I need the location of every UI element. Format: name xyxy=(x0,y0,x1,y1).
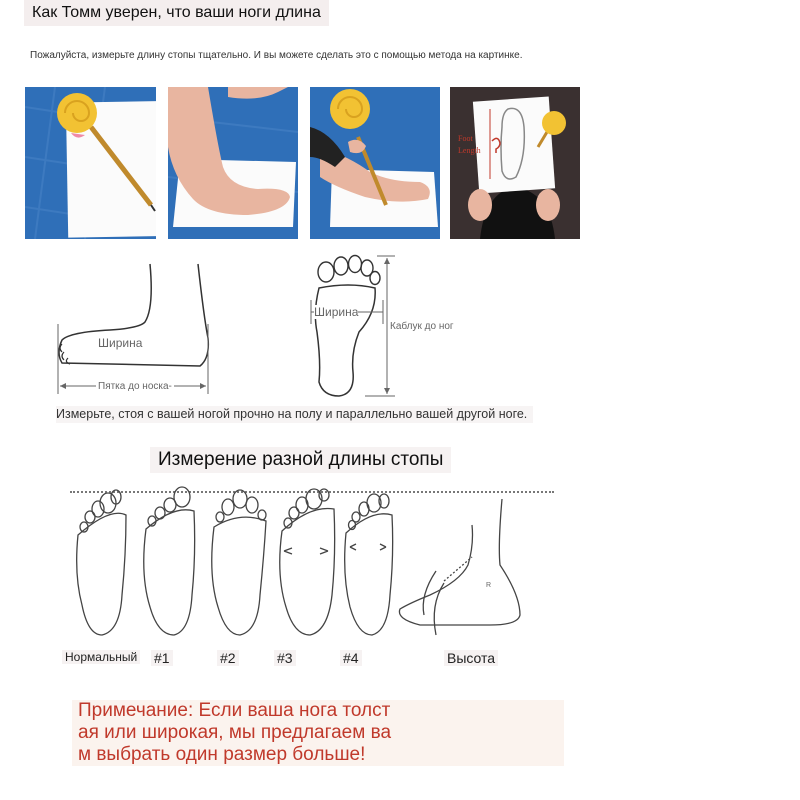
height-marker: R xyxy=(486,582,492,589)
sole-length-label: Каблук до ног xyxy=(390,321,454,332)
page-title: Как Томм уверен, что ваши ноги длина xyxy=(24,0,329,26)
foot-type-label-normal: Нормальный xyxy=(62,650,140,664)
side-foot-diagram xyxy=(50,258,220,398)
foot-type-1-icon xyxy=(144,487,195,635)
measure-note: Измерьте, стоя с вашей ногой прочно на полу и параллельно вашей другой ноге. xyxy=(56,406,533,423)
side-width-label: Ширина xyxy=(98,336,143,350)
note-line: ая или широкая, мы предлагаем ва xyxy=(78,722,392,743)
foot-type-2-icon xyxy=(212,490,266,635)
foot-type-label-2: #2 xyxy=(217,650,239,666)
instruction-text: Пожалуйста, измерьте длину стопы тщательно. И вы можете сделать это с помощью метода на картинке. xyxy=(30,50,523,61)
photo-tracing-foot xyxy=(310,87,440,239)
photo-foot-on-paper xyxy=(168,87,298,239)
note-line: Примечание: Если ваша нога толст xyxy=(78,700,391,721)
photo-paper-pen-icon xyxy=(25,87,156,239)
section-title: Измерение разной длины стопы xyxy=(150,447,451,473)
foot-normal-icon xyxy=(77,490,126,635)
foot-type-label-4: #4 xyxy=(340,650,362,666)
photo-foot-length-icon xyxy=(450,87,580,239)
foot-type-label-height: Высота xyxy=(444,650,498,666)
foot-types-diagram xyxy=(60,485,540,645)
photo-tracing-foot-icon xyxy=(310,87,440,239)
foot-type-label-1: #1 xyxy=(151,650,173,666)
photo-foot-length xyxy=(450,87,580,239)
photo-paper-pen xyxy=(25,87,156,239)
foot-height-icon xyxy=(399,499,520,635)
foot-type-4-icon xyxy=(345,494,393,635)
note-line: м выбрать один размер больше! xyxy=(78,744,366,765)
size-note xyxy=(72,700,564,766)
side-length-label: Пятка до носка- xyxy=(98,381,172,392)
foot-type-3-icon xyxy=(280,489,335,635)
photo-foot-on-paper-icon xyxy=(168,87,298,239)
foot-type-label-3: #3 xyxy=(274,650,296,666)
sole-width-label: Ширина xyxy=(314,305,359,319)
svg-text:Foot: Foot xyxy=(458,134,473,143)
svg-text:Length: Length xyxy=(458,146,481,155)
